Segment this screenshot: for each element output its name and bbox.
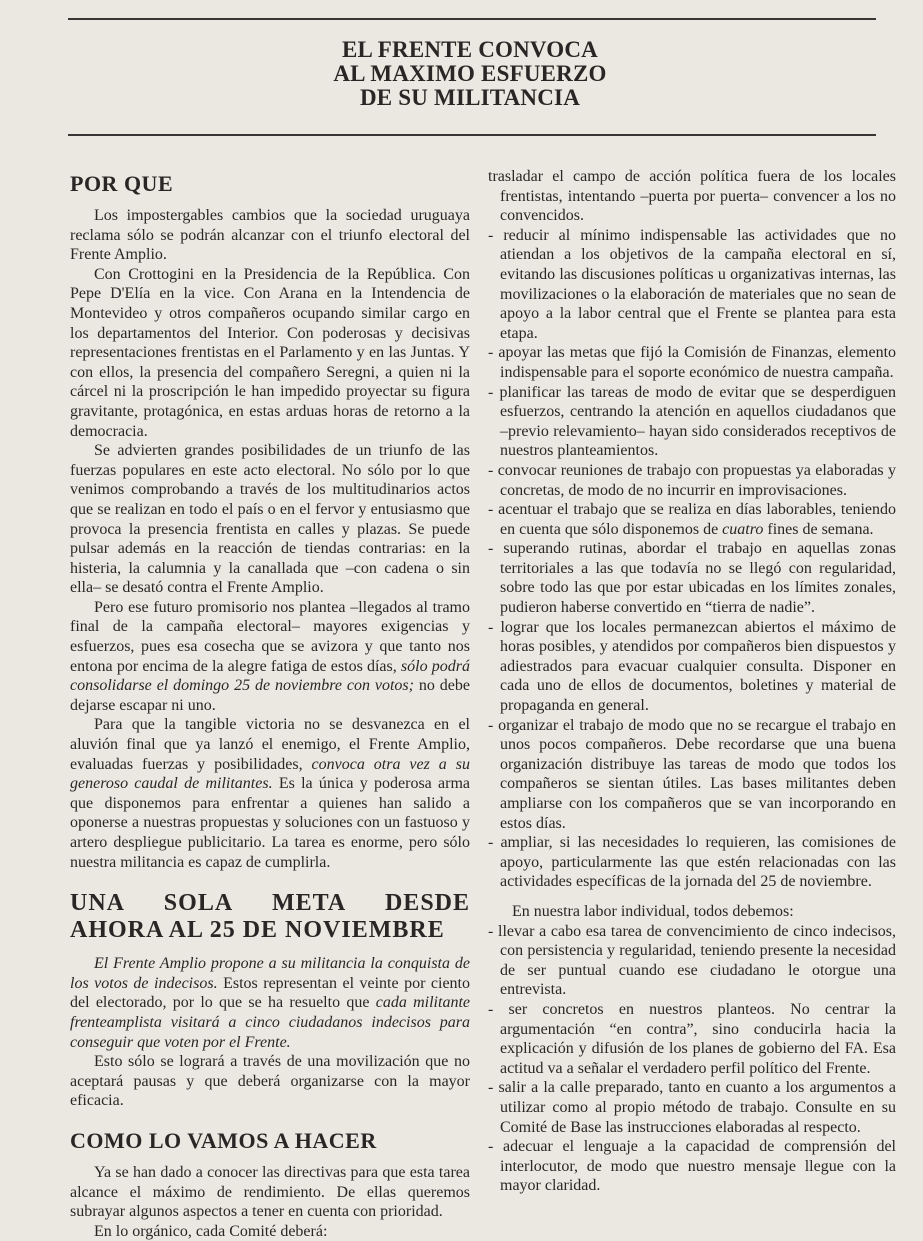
text-run: Estos representan el veinte por ciento del electorado, por lo que se ha resuelto que <box>70 974 471 1012</box>
item-text: llevar a cabo esa tarea de convencimiento de cinco indecisos, con persistencia y regularidad, teniendo presente la necesidad de ser puntual cuando ese ciudadano le otorgue una entrevista. <box>498 922 896 999</box>
item-text: apoyar las metas que fijó la Comisión de Finanzas, elemento indispensable para el soporte económico de nuestra campaña. <box>498 344 897 381</box>
list-item <box>488 500 896 539</box>
paragraph: En nuestra labor individual, todos debemos: <box>512 902 794 920</box>
section-heading: COMO LO VAMOS A HACER <box>70 1127 377 1153</box>
italic-text: sólo podrá consolidarse el domingo 25 de noviembre con votos; <box>70 657 470 695</box>
item-text: reducir al mínimo indispensable las actividades que no atiendan a los objetivos de la campaña electoral en sí, evitando las discusiones políticas u organizativas internas, las movilizaciones o la elaboración de materiales que no sean de apoyo a la labor central que el Frente se plantea para esta etapa. <box>500 226 896 342</box>
paragraph <box>70 954 470 1052</box>
text-run: fines de semana. <box>763 520 874 538</box>
text-run: Pero ese futuro promisorio nos plantea –llegados al tramo final de la campaña electoral– mayores exigencias y esfuerzos, pues esa cosecha que se avizora y que tanto nos entona por encima de la alegre fatiga de estos días, <box>70 598 470 675</box>
section-heading: POR QUE <box>70 171 174 196</box>
text-run: Se advierten grandes posibilidades de un triunfo de las fuerzas populares en este acto electoral. No sólo por lo que venimos comprobando a través de los multitudinarios actos que se realizan en todo el país o en el fervor y entusiasmo que provoca la presencia frentista en calles y plazas. Se puede pulsar además en la reacción de tiendas contrarias: en la histeria, la calumnia y la canallada que –con cadena o sin ella– se desató contra el Frente Amplio. <box>70 442 470 597</box>
item-text: ampliar, si las necesidades lo requieren, las comisiones de apoyo, particularmente las que estén relacionadas con las actividades específicas de la jornada del 25 de noviembre. <box>500 834 897 891</box>
spacer <box>70 944 470 954</box>
item-text: convocar reuniones de trabajo con propuestas ya elaboradas y concretas, de modo de no incurrir en improvisaciones. <box>497 461 897 499</box>
item-text: lograr que los locales permanezcan abiertos el máximo de horas posibles, y atendidos por compañeros bien dispuestos y adiestrados para evacuar cualquier consulta. Disponer en cada uno de ellos de documentos, boletines y material de propaganda en general. <box>500 618 897 715</box>
bullet-dash: - <box>488 344 499 362</box>
paragraph <box>70 1222 470 1241</box>
paragraph <box>70 206 470 265</box>
item-text: superando rutinas, abordar el trabajo en aquellas zonas territoriales a las que todavía no se llegó con regularidad, sobre todo las que por estar ubicadas en los límites zonales, pudieron haberse convertido en “tierra de nadie”. <box>500 540 896 617</box>
bullet-dash: - <box>488 1000 509 1018</box>
list-item <box>488 226 896 344</box>
list-item <box>488 1000 896 1078</box>
top-rule <box>68 18 876 20</box>
spacer <box>70 1111 470 1129</box>
spacer <box>70 1153 470 1163</box>
bottom-rule <box>68 134 876 136</box>
text-run: Ya se han dado a conocer las directivas para que esta tarea alcance el máximo de rendimiento. De ellas queremos subrayar algunos aspectos a tener en cuenta con prioridad. <box>70 1163 470 1221</box>
bullet-dash: - <box>488 922 499 940</box>
item-text: organizar el trabajo de modo que no se recargue el trabajo en unos pocos compañeros. Debe recordarse que una buena organización distribuye las tareas de modo que todos los compañeros se sientan útiles. Las bases militantes deben ampliarse con los compañeros que se van incorporando en estos días. <box>498 716 897 832</box>
left-column <box>70 172 470 1241</box>
spacer <box>70 872 470 890</box>
bullet-dash: - <box>488 540 504 558</box>
italic-text: convoca otra vez a su generoso caudal de militantes. <box>70 755 470 793</box>
list-item <box>488 461 896 500</box>
text-run: no debe dejarse escapar ni uno. <box>70 677 471 714</box>
list-item <box>488 343 896 382</box>
text-run: En lo orgánico, cada Comité deberá: <box>94 1222 328 1240</box>
item-text: adecuar el lenguaje a la capacidad de comprensión del interlocutor, de modo que nuestro mensaje llegue con la mayor claridad. <box>500 1138 897 1195</box>
item-text: trasladar el campo de acción política fuera de los locales frentistas, intentando –puerta por puerta– convencer a los no convencidos. <box>488 168 896 225</box>
masthead-title <box>250 38 690 110</box>
text-run: Es la única y poderosa arma que disponemos para enfrentar a quienes han salido a oponerse a nuestras propuestas y soluciones con un fastuoso y artero despliegue publicitario. La tarea es enorme, pero sólo nuestra militancia es capaz de cumplirla. <box>70 775 470 871</box>
masthead-line: DE SU MILITANCIA <box>359 85 581 110</box>
list-item <box>488 716 896 834</box>
list-item <box>488 618 896 716</box>
bullet-dash: - <box>488 1138 504 1156</box>
italic-text: cuatro <box>722 520 764 538</box>
italic-text: cada militante frenteamplista visitará a cinco ciudadanos indecisos para conseguir que voten por el Frente. <box>70 994 470 1051</box>
bullet-dash: - <box>488 716 499 734</box>
bullet-dash: - <box>488 461 498 479</box>
spacer <box>488 892 896 902</box>
list-item <box>488 539 896 617</box>
section-heading: UNA SOLA META DESDE AHORA AL 25 DE NOVIEMBRE <box>70 890 470 944</box>
masthead-line: AL MAXIMO ESFUERZO <box>333 61 607 86</box>
text-run: Con Crottogini en la Presidencia de la República. Con Pepe D'Elía en la vice. Con Arana en la Intendencia de Montevideo y otros compañeros ocupando similar cargo en los departamentos del Interior. Con poderosas y decisivas representaciones frentistas en el Parlamento y en las Juntas. Y con ellos, la presencia del compañero Seregni, a quien ni la cárcel ni la proscripción le han impedido proyectar su figura gravitante, protagónica, en estas arduas horas de retorno a la democracia. <box>70 265 470 440</box>
list-item <box>488 1078 896 1137</box>
text-run: Los impostergables cambios que la sociedad uruguaya reclama sólo se podrán alcanzar con el triunfo electoral del Frente Amplio. <box>70 207 470 264</box>
paragraph <box>70 1052 470 1111</box>
text-run: Esto sólo se logrará a través de una movilización que no aceptará pausas y que deberá organizarse con la mayor eficacia. <box>70 1053 470 1110</box>
bullet-dash: - <box>488 618 501 636</box>
spacer <box>70 196 470 206</box>
list-item <box>488 833 896 892</box>
bullet-dash: - <box>488 501 499 519</box>
paragraph <box>70 1163 470 1222</box>
item-text: planificar las tareas de modo de evitar que se desperdiguen esfuerzos, centrando la atención en aquellos ciudadanos que –previo relevamiento– hayan sido considerados receptivos de nuestros planteamientos. <box>499 383 896 460</box>
bullet-dash: - <box>488 834 501 852</box>
list-item <box>488 383 896 461</box>
italic-text: El Frente Amplio propone a su militancia la conquista de los votos de indecisos. <box>70 955 470 992</box>
item-text: salir a la calle preparado, tanto en cuanto a los argumentos a utilizar como al propio método de trabajo. Consulte en su Comité de Base las instrucciones elaboradas al respecto. <box>498 1079 897 1136</box>
list-item <box>488 922 896 1000</box>
text-run: acentuar el trabajo que se realiza en días laborables, teniendo en cuenta que sólo disponemos de <box>498 501 897 538</box>
paragraph <box>70 598 470 716</box>
paragraph <box>70 441 470 598</box>
right-column <box>488 167 896 1196</box>
bullet-dash: - <box>488 226 504 244</box>
bullet-dash: - <box>488 1079 499 1097</box>
paragraph <box>70 265 470 441</box>
list-item <box>488 1137 896 1196</box>
bullet-dash: - <box>488 383 500 401</box>
list-item <box>488 167 896 226</box>
paragraph <box>70 715 470 872</box>
item-text: ser concretos en nuestros planteos. No centrar la argumentación “en contra”, sino conducirla hacia la explicación y difusión de los planes de gobierno del FA. Esa actitud va a señalar el verdadero perfil político del Frente. <box>500 1000 897 1077</box>
masthead-line: EL FRENTE CONVOCA <box>342 37 598 62</box>
text-run: Para que la tangible victoria no se desvanezca en el aluvión final que ya lanzó el enemigo, el Frente Amplio, evaluadas fuerzas y posibilidades, <box>70 716 470 773</box>
